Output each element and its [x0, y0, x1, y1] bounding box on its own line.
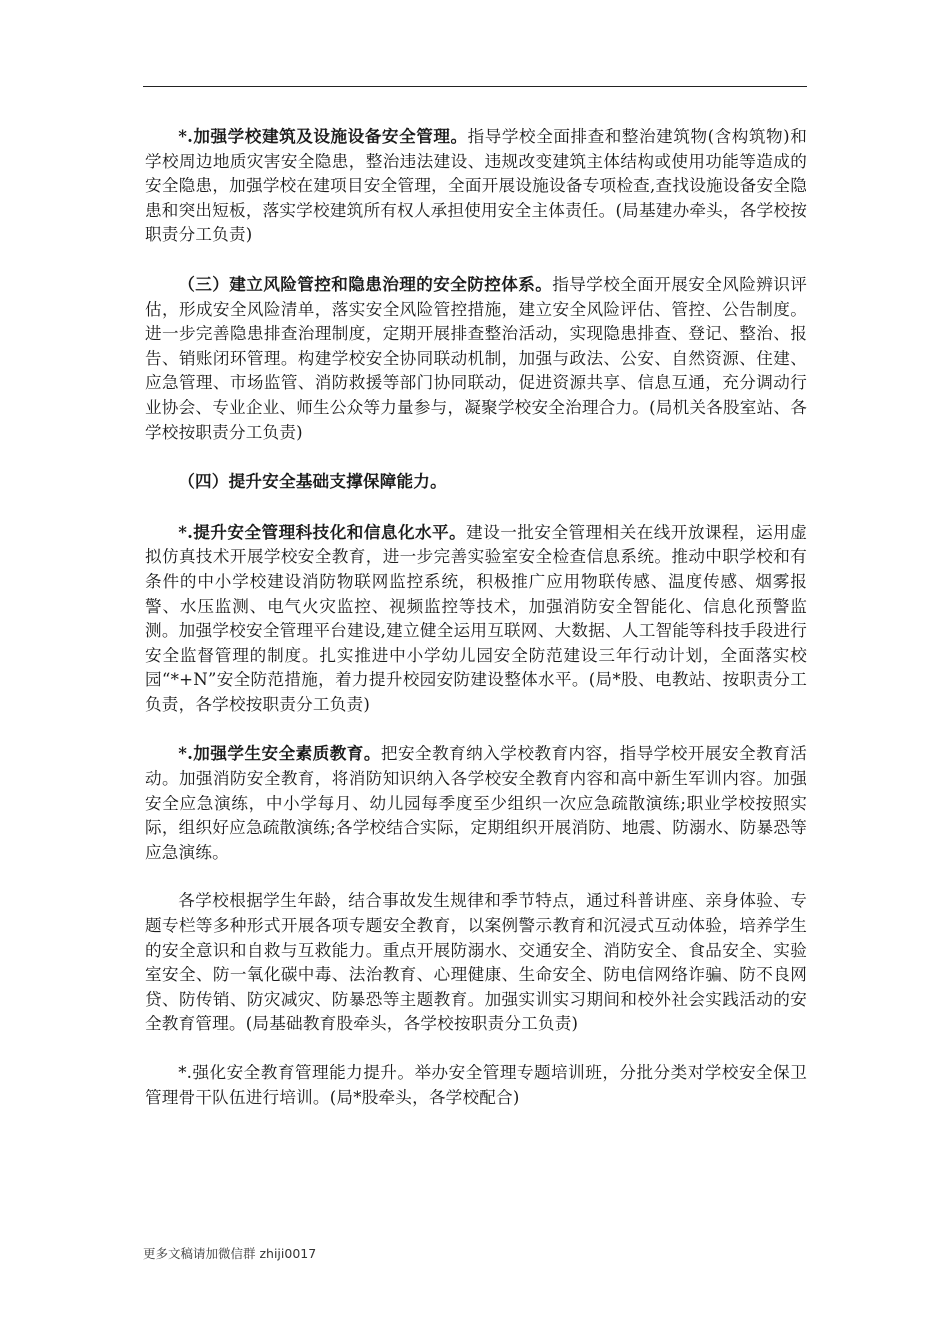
paragraph-text: 建设一批安全管理相关在线开放课程，运用虚拟仿真技术开展学校安全教育，进一步完善实验室安全检查信息系统。推动中职学校和有条件的中小学校建设消防物联网监控系统，积极推广应用物联传感、温度传感、烟雾报警、水压监测、电气火灾监控、视频监控等技术，加强消防安全智能化、信息化预警监测。加强学校安全管理平台建设,建立健全运用互联网、大数据、人工智能等科技手段进行安全监督管理的制度。扎实推进中小学幼儿园安全防范建设三年行动计划，全面落实校园“*+N”安全防范措施，着力提升校园安防建设整体水平。(局*股、电教站、按职责分工负责，各学校按职责分工负责): [145, 522, 807, 714]
paragraph-tech-info: [145, 520, 807, 718]
paragraph-building-safety: [145, 124, 807, 248]
paragraph-lead: *.加强学生安全素质教育。: [178, 743, 381, 764]
paragraph-text: 指导学校全面排查和整治建筑物(含构筑物)和学校周边地质灾害安全隐患，整治违法建设、违规改变建筑主体结构或使用功能等造成的安全隐患，加强学校在建项目安全管理，全面开展设施设备专项检查,查找设施设备安全隐患和突出短板，落实学校建筑所有权人承担使用安全主体责任。(局基建办牵头，各学校按职责分工负责): [145, 127, 807, 245]
footer-note: 更多文稿请加微信群 zhiji0017: [143, 1246, 317, 1261]
document-body: [145, 124, 807, 1134]
paragraph-text: 各学校根据学生年龄，结合事故发生规律和季节特点，通过科普讲座、亲身体验、专题专栏等多种形式开展各项专题安全教育，以案例警示教育和沉浸式互动体验，培养学生的安全意识和自救与互救能力。重点开展防溺水、交通安全、消防安全、食品安全、实验室安全、防一氧化碳中毒、法治教育、心理健康、生命安全、防电信网络诈骗、防不良网贷、防传销、防灾减灾、防暴恐等主题教育。加强实训实习期间和校外社会实践活动的安全教育管理。(局基础教育股牵头，各学校按职责分工负责): [145, 891, 807, 1034]
paragraph-student-education: [145, 741, 807, 865]
paragraph-lead: *.加强学校建筑及设施设备安全管理。: [178, 126, 468, 146]
paragraph-management-training: [145, 1061, 807, 1110]
paragraph-lead: （三）建立风险管控和隐患治理的安全防控体系。: [178, 273, 553, 294]
paragraph-risk-control: [145, 272, 807, 445]
section-heading: （四）提升安全基础支撑保障能力。: [178, 471, 447, 492]
paragraph-lead: *.提升安全管理科技化和信息化水平。: [178, 521, 467, 542]
paragraph-text: *.强化安全教育管理能力提升。举办安全管理专题培训班，分批分类对学校安全保卫管理骨干队伍进行培训。(局*股牵头，各学校配合): [145, 1063, 807, 1107]
paragraph-topic-education: [145, 889, 807, 1037]
header-rule: [143, 86, 807, 87]
paragraph-text: 把安全教育纳入学校教育内容，指导学校开展安全教育活动。加强消防安全教育，将消防知识纳入各学校安全教育内容和高中新生军训内容。加强安全应急演练，中小学每月、幼儿园每季度至少组织一次应急疏散演练;职业学校按照实际，组织好应急疏散演练;各学校结合实际，定期组织开展消防、地震、防溺水、防暴恐等应急演练。: [145, 744, 807, 862]
paragraph-text: 指导学校全面开展安全风险辨识评估，形成安全风险清单，落实安全风险管控措施，建立安全风险评估、管控、公告制度。进一步完善隐患排查治理制度，定期开展排查整治活动，实现隐患排查、登记、整治、报告、销账闭环管理。构建学校安全协同联动机制，加强与政法、公安、自然资源、住建、应急管理、市场监管、消防救援等部门协同联动，促进资源共享、信息互通，充分调动行业协会、专业企业、师生公众等力量参与，凝聚学校安全治理合力。(局机关各股室站、各学校按职责分工负责): [145, 274, 808, 442]
